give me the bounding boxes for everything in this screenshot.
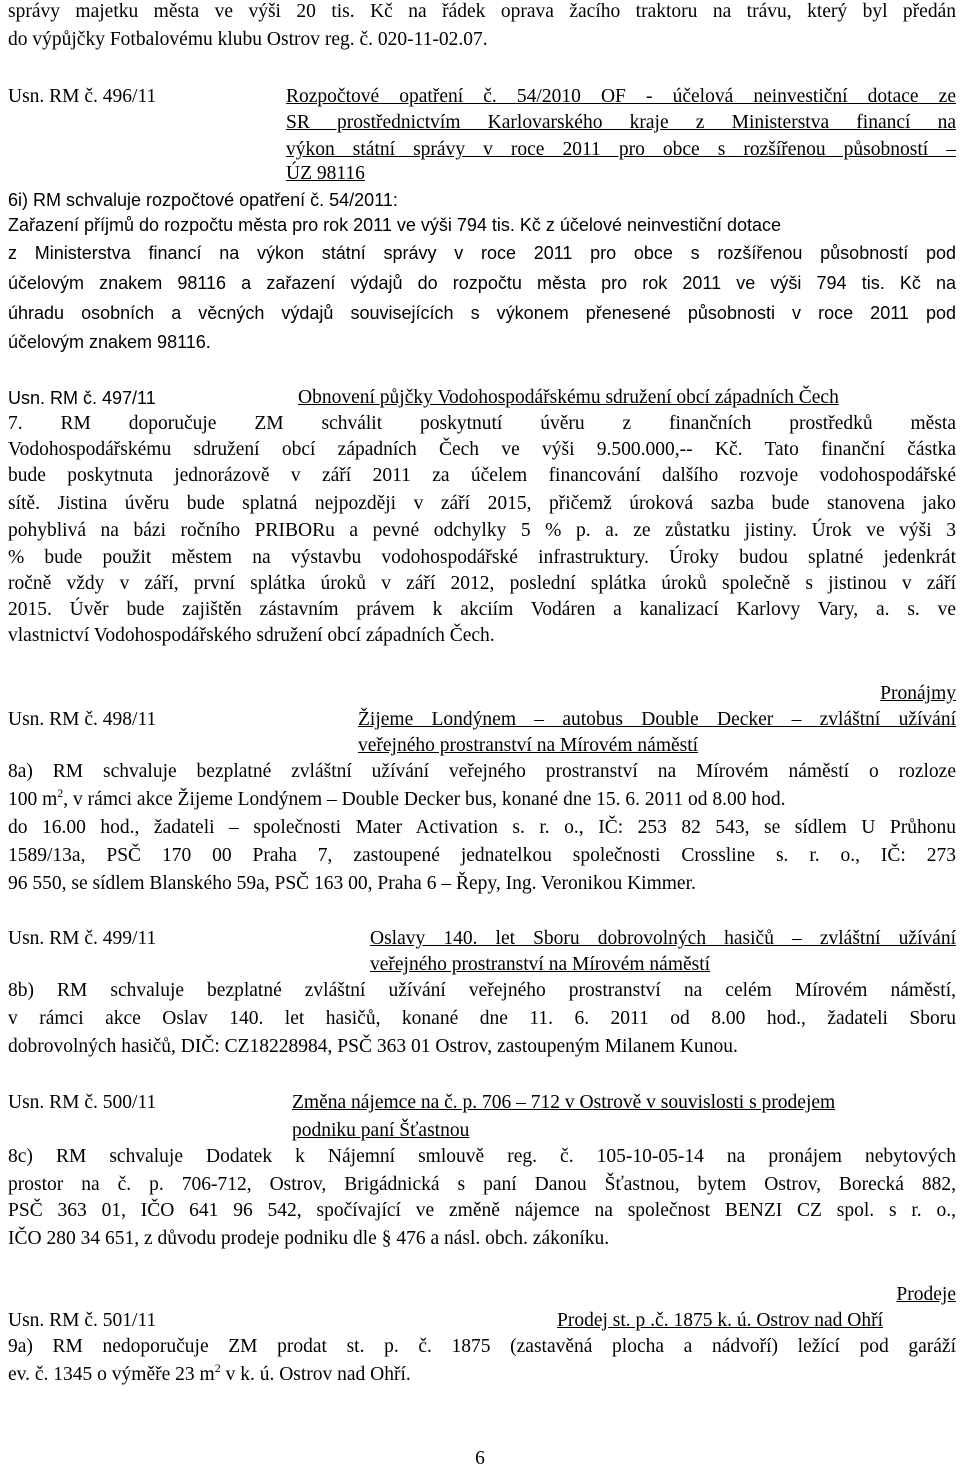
resolution-body-500-line-4: IČO 280 34 651, z důvodu prodeje podniku dle § 476 a násl. obch. zákoníku. xyxy=(8,1228,610,1249)
resolution-body-496-line-1: 6i) RM schvaluje rozpočtové opatření č. 54/2011: xyxy=(8,190,398,210)
resolution-subject-499-line-1: Oslavy 140. let Sboru dobrovolných hasičů – zvláštní užívání xyxy=(370,928,956,949)
area-text: ev. č. 1345 o výměře 23 m xyxy=(8,1364,215,1385)
resolution-body-501-line-1: 9a) RM nedoporučuje ZM prodat st. p. č. 1875 (zastavěná plocha a nádvoří) ležící pod garáží xyxy=(8,1336,956,1357)
resolution-number-500: Usn. RM č. 500/11 xyxy=(8,1092,157,1113)
resolution-number-501: Usn. RM č. 501/11 xyxy=(8,1310,157,1331)
resolution-number-497: Usn. RM č. 497/11 xyxy=(8,388,156,408)
resolution-body-498-line-3: do 16.00 hod., žadateli – společnosti Mater Activation s. r. o., IČ: 253 82 543, se sídlem U Průhonu xyxy=(8,817,956,838)
resolution-body-500-line-1: 8c) RM schvaluje Dodatek k Nájemní smlouvě reg. č. 105-10-05-14 na pronájem nebytových xyxy=(8,1146,956,1167)
resolution-body-497-line-1: 7. RM doporučuje ZM schválit poskytnutí úvěru z finančních prostředků města xyxy=(8,413,956,434)
resolution-subject-496-line-2: SR prostřednictvím Karlovarského kraje z Ministerstva financí na xyxy=(286,112,956,133)
resolution-body-498-line-2 xyxy=(8,788,956,812)
resolution-body-497-line-5: pohyblivá na bázi ročního PRIBORu a pevné odchylky 5 % p. a. ze zůstatku jistiny. Úrok ve výši 3 xyxy=(8,520,956,541)
resolution-subject-498-line-1: Žijeme Londýnem – autobus Double Decker – zvláštní užívání xyxy=(358,709,956,730)
resolution-number-499: Usn. RM č. 499/11 xyxy=(8,928,157,949)
resolution-body-496-line-2: Zařazení příjmů do rozpočtu města pro rok 2011 ve výši 794 tis. Kč z účelové neinvestiční dotace xyxy=(8,215,782,235)
section-heading-pronajmy: Pronájmy xyxy=(880,683,956,704)
resolution-body-500-line-3: PSČ 363 01, IČO 641 96 542, spočívající ve změně nájemce na společnost BENZI CZ spol. s r. o., xyxy=(8,1200,956,1221)
resolution-body-496-line-5: úhradu osobních a věcných výdajů souvisejících s výkonem přenesené působnosti v roce 2011 pod xyxy=(8,303,956,323)
resolution-subject-496-line-4: ÚZ 98116 xyxy=(286,163,365,184)
page-number: 6 xyxy=(475,1448,485,1469)
resolution-subject-496-line-1: Rozpočtové opatření č. 54/2010 OF - účelová neinvestiční dotace ze xyxy=(286,86,956,107)
resolution-body-497-line-8: 2015. Úvěr bude zajištěn zástavním právem k akciím Vodáren a kanalizací Karlovy Vary, a. s. ve xyxy=(8,599,956,620)
resolution-subject-496-line-3: výkon státní správy v roce 2011 pro obce s rozšířenou působností – xyxy=(286,139,956,160)
resolution-body-498-line-4: 1589/13a, PSČ 170 00 Praha 7, zastoupené jednatelkou společnosti Crossline s. r. o., IČ: 273 xyxy=(8,845,956,866)
resolution-body-498-line-1: 8a) RM schvaluje bezplatné zvláštní užívání veřejného prostranství na Mírovém náměstí o rozloze xyxy=(8,761,956,782)
resolution-body-497-line-2: Vodohospodářskému sdružení obcí západních Čech ve výši 9.500.000,-- Kč. Tato finanční částka xyxy=(8,439,956,460)
resolution-subject-498-line-2: veřejného prostranství na Mírovém náměstí xyxy=(358,735,699,756)
area-superscript: 2 xyxy=(214,1361,221,1375)
resolution-body-496-line-3: z Ministerstva financí na výkon státní správy v roce 2011 pro obce s rozšířenou působností pod xyxy=(8,243,956,263)
resolution-subject-501: Prodej st. p .č. 1875 k. ú. Ostrov nad Ohří xyxy=(557,1310,884,1331)
resolution-subject-500-line-1: Změna nájemce na č. p. 706 – 712 v Ostrově v souvislosti s prodejem xyxy=(292,1092,836,1113)
resolution-body-499-line-3: dobrovolných hasičů, DIČ: CZ18228984, PSČ 363 01 Ostrov, zastoupeným Milanem Kunou. xyxy=(8,1036,738,1057)
area-text-continued: , v rámci akce Žijeme Londýnem – Double Decker bus, konané dne 15. 6. 2011 od 8.00 hod. xyxy=(63,789,786,810)
resolution-body-497-line-3: bude poskytnuta jednorázově v září 2011 za účelem financování dalšího rozvoje vodohospodářské xyxy=(8,465,956,486)
resolution-subject-499-line-2: veřejného prostranství na Mírovém náměstí xyxy=(370,954,711,975)
resolution-number-496: Usn. RM č. 496/11 xyxy=(8,86,157,107)
area-superscript: 2 xyxy=(57,786,64,800)
resolution-body-497-line-4: sítě. Jistina úvěru bude splatná nejpozději v září 2015, přičemž úroková sazba bude stanovena jako xyxy=(8,493,956,514)
resolution-body-501-line-2 xyxy=(8,1363,956,1387)
resolution-body-497-line-6: % bude použit městem na výstavbu vodohospodářské infrastruktury. Úroky budou splatné jedenkrát xyxy=(8,547,956,568)
resolution-body-497-line-9: vlastnictví Vodohospodářského sdružení obcí západních Čech. xyxy=(8,625,495,646)
resolution-body-498-line-5: 96 550, se sídlem Blanského 59a, PSČ 163 00, Praha 6 – Řepy, Ing. Veronikou Kimmer. xyxy=(8,873,696,894)
resolution-subject-500-line-2: podniku paní Šťastnou xyxy=(292,1120,470,1141)
intro-line-2: do výpůjčky Fotbalovému klubu Ostrov reg. č. 020-11-02.07. xyxy=(8,29,488,50)
area-text-continued: v k. ú. Ostrov nad Ohří. xyxy=(220,1364,411,1385)
resolution-body-496-line-6: účelovým znakem 98116. xyxy=(8,332,211,352)
section-heading-prodeje: Prodeje xyxy=(896,1284,956,1305)
area-text: 100 m xyxy=(8,789,58,810)
intro-line-1: správy majetku města ve výši 20 tis. Kč na řádek oprava žacího traktoru na trávu, který byl předán xyxy=(8,1,956,22)
resolution-body-496-line-4: účelovým znakem 98116 a zařazení výdajů do rozpočtu města pro rok 2011 ve výši 794 tis. Kč na xyxy=(8,273,956,293)
resolution-body-499-line-1: 8b) RM schvaluje bezplatné zvláštní užívání veřejného prostranství na celém Mírovém náměstí, xyxy=(8,980,956,1001)
resolution-number-498: Usn. RM č. 498/11 xyxy=(8,709,157,730)
resolution-body-499-line-2: v rámci akce Oslav 140. let hasičů, konané dne 11. 6. 2011 od 8.00 hod., žadateli Sboru xyxy=(8,1008,956,1029)
resolution-subject-497: Obnovení půjčky Vodohospodářskému sdružení obcí západních Čech xyxy=(298,387,839,408)
resolution-body-500-line-2: prostor na č. p. 706-712, Ostrov, Brigádnická s paní Danou Šťastnou, bytem Ostrov, Borecká 882, xyxy=(8,1174,956,1195)
resolution-body-497-line-7: ročně vždy v září, první splátka úroků v září 2012, poslední splátka úroků společně s jistinou v září xyxy=(8,573,956,594)
